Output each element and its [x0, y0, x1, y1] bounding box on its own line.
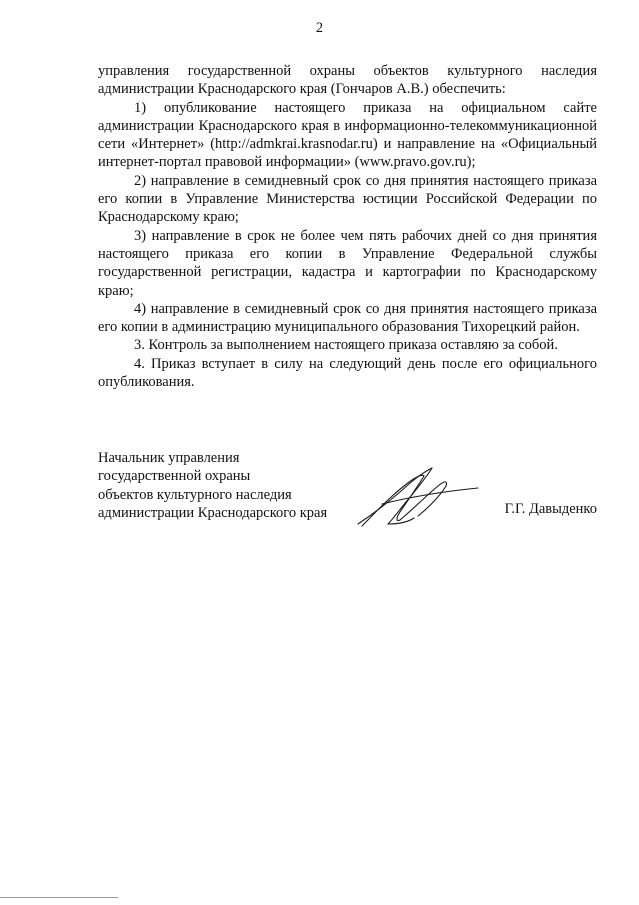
position-line: объектов культурного наследия: [98, 486, 292, 503]
paragraph-item-1: 1) опубликование настоящего приказа на официальном сайте администрации Краснодарского края в информационно-телекоммуникационной сети «Интернет» (http://admkrai.krasnodar.ru) и направление на «Официальный интернет-портал правовой информации» (www.pravo.gov.ru);: [98, 99, 597, 171]
paragraph-clause-4: 4. Приказ вступает в силу на следующий день после его официального опубликования.: [98, 355, 597, 391]
position-line: государственной охраны: [98, 468, 251, 485]
document-body: [98, 62, 597, 391]
handwritten-signature: [352, 464, 482, 530]
position-line: администрации Краснодарского края: [98, 504, 328, 521]
paragraph-item-3: 3) направление в срок не более чем пять рабочих дней со дня принятия настоящего приказа его копии в Управление Федеральной службы государственной регистрации, кадастра и картографии по Краснодарскому краю;: [98, 227, 597, 299]
paragraph-item-4: 4) направление в семидневный срок со дня принятия настоящего приказа его копии в администрацию муниципального образования Тихорецкий район.: [98, 300, 597, 336]
page-number: 2: [315, 20, 324, 36]
footer-divider: [0, 897, 118, 898]
paragraph-item-2: 2) направление в семидневный срок со дня принятия настоящего приказа его копии в Управление Министерства юстиции Российской Федерации по Краснодарскому краю;: [98, 172, 597, 226]
signer-name: Г.Г. Давыденко: [504, 501, 597, 517]
position-line: Начальник управления: [98, 450, 240, 466]
signatory-position: [98, 449, 358, 522]
paragraph-clause-3: 3. Контроль за выполнением настоящего приказа оставляю за собой.: [134, 337, 558, 354]
paragraph-intro: управления государственной охраны объектов культурного наследия администрации Краснодарского края (Гончаров А.В.) обеспечить:: [98, 63, 597, 98]
